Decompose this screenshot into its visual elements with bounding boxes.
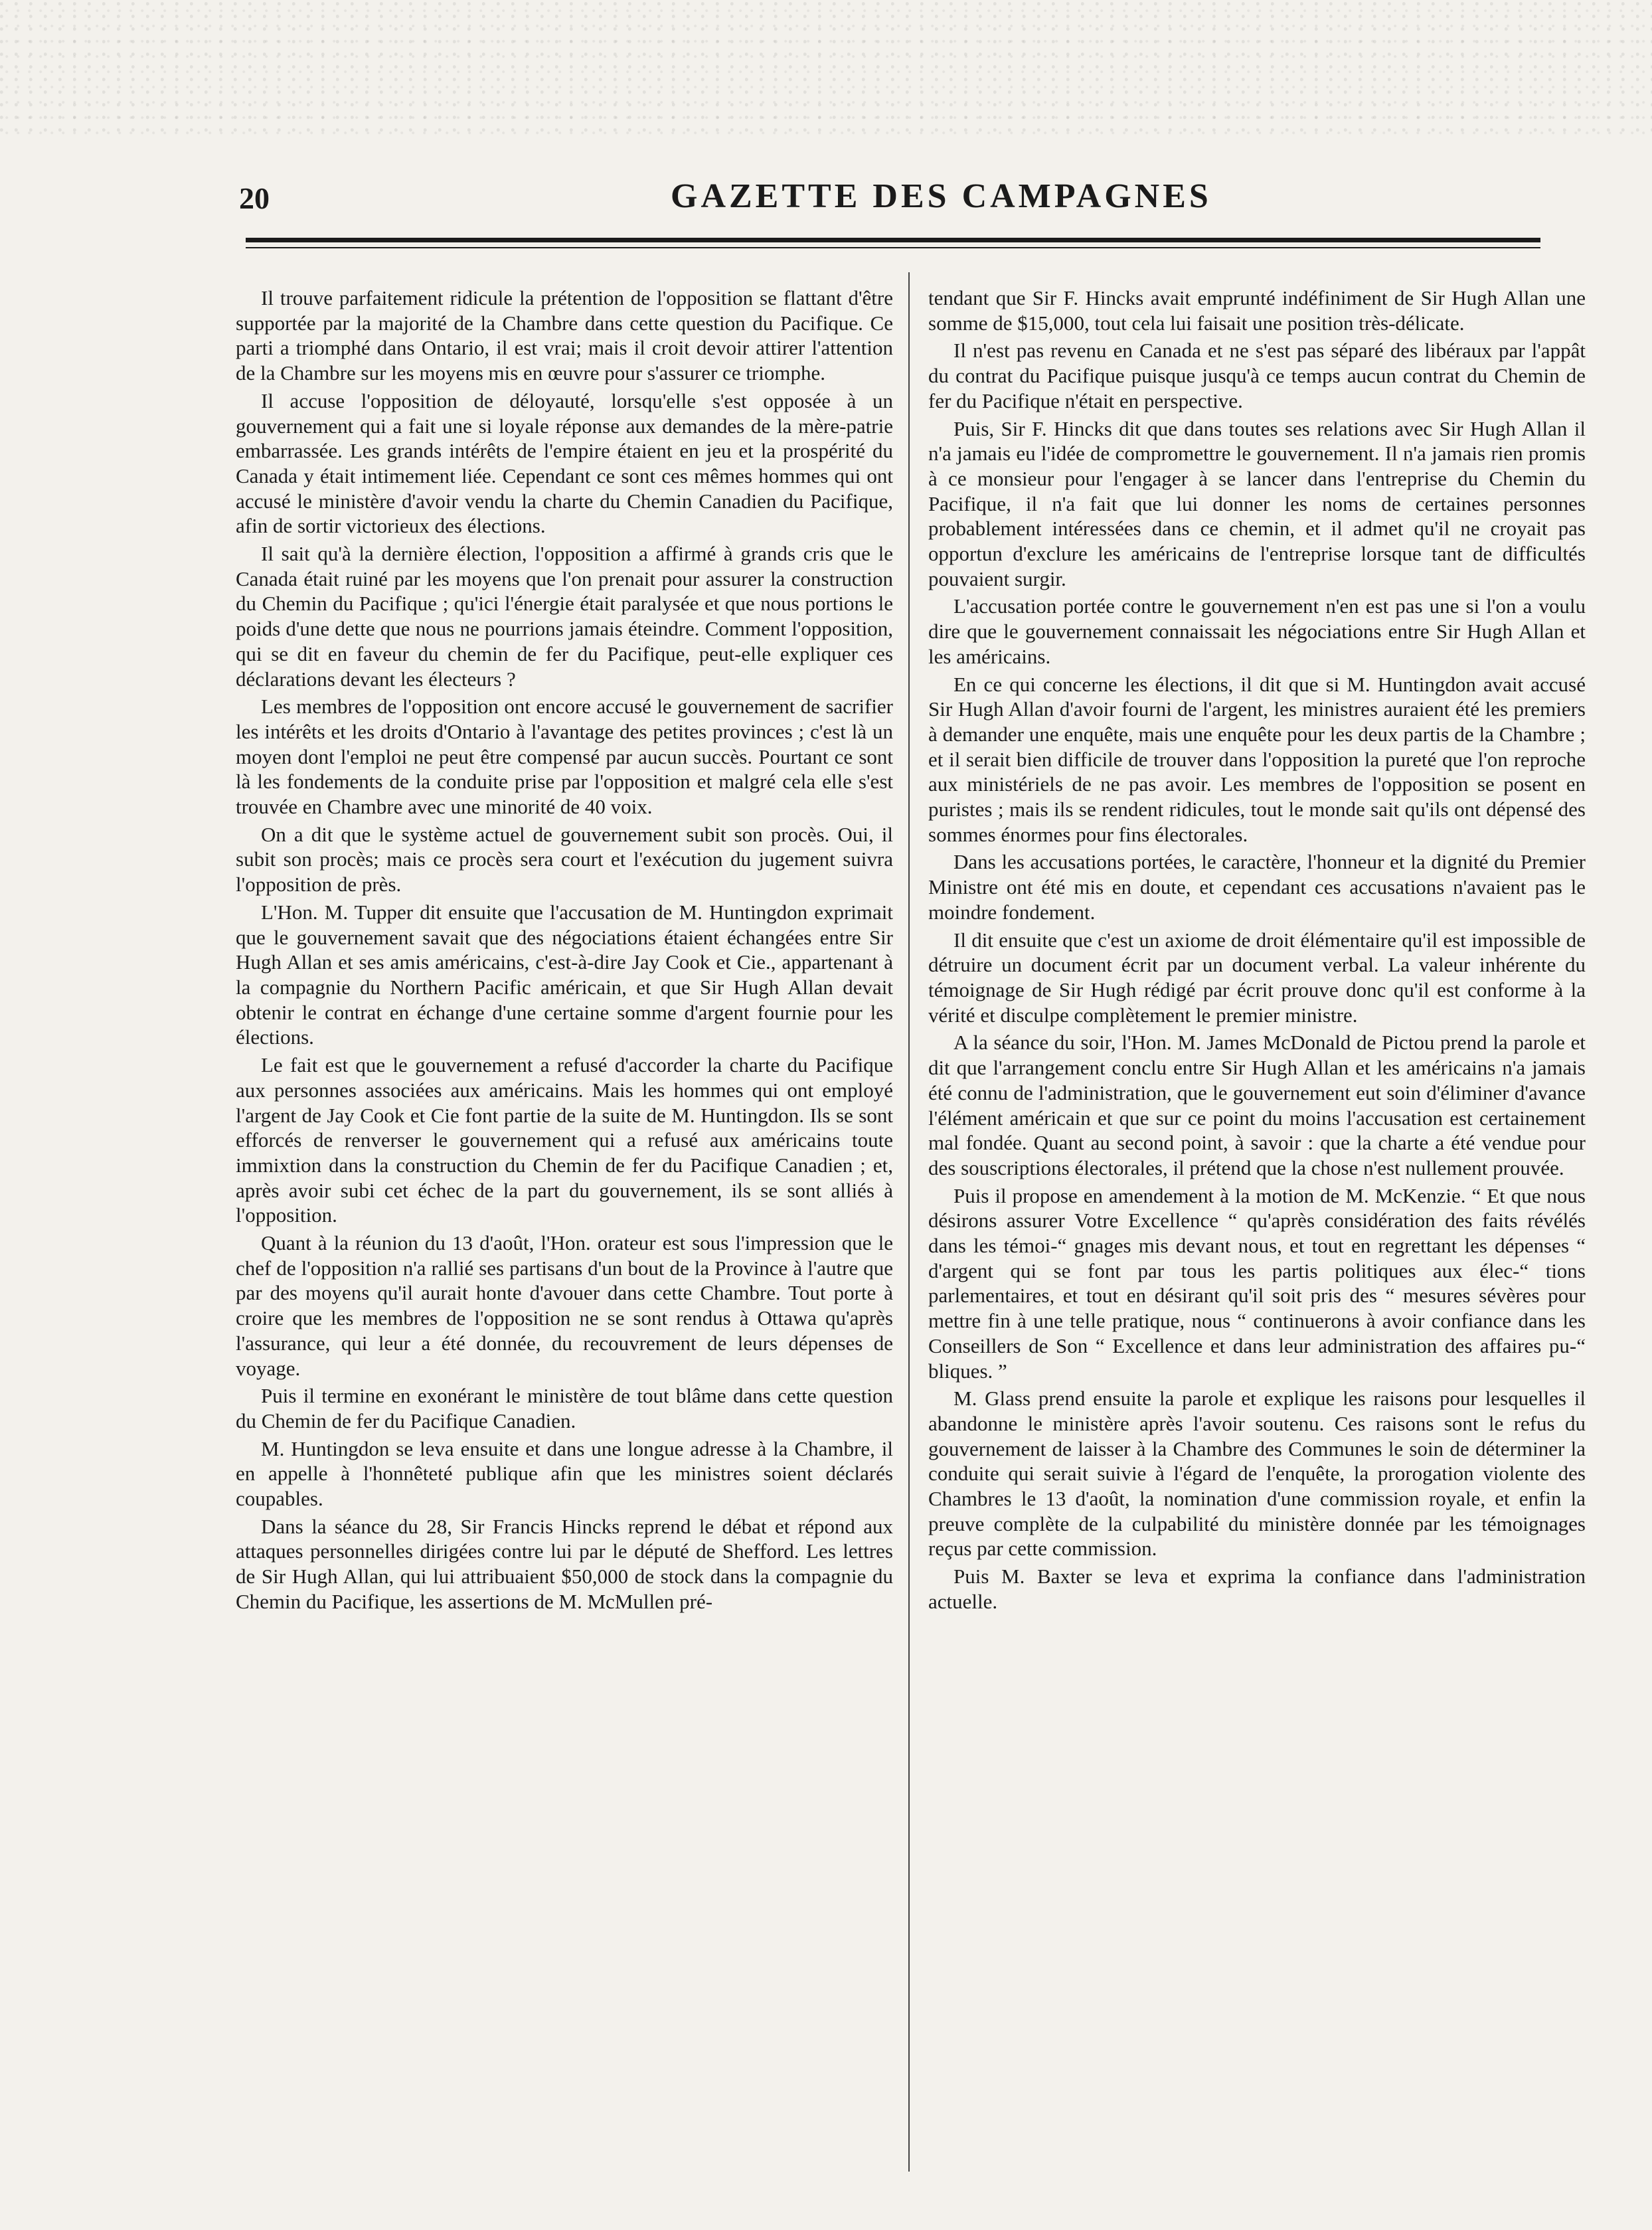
paragraph: Puis M. Baxter se leva et exprima la confiance dans l'administration actuelle. <box>928 1565 1586 1613</box>
paragraph: Il accuse l'opposition de déloyauté, lorsqu'elle s'est opposée à un gouvernement qui a fait une si loyale réponse aux demandes de la mère-patrie embarrassée. Les grands intérêts de l'empire étaient en jeu et la prospérité du Canada y était intimement liée. Cependant ce sont ces mêmes hommes qui ont accusé le ministère d'avoir vendu la charte du Chemin Canadien du Pacifique, afin de sortir victorieux des élections. <box>236 388 893 538</box>
paragraph: M. Glass prend ensuite la parole et explique les raisons pour lesquelles il abandonne le ministère après l'avoir soutenu. Ces raisons sont le refus du gouvernement de laisser à la Chambre des Communes le soin de déterminer la conduite qui serait suivie à l'égard de l'enquête, la prorogation violente des Chambres le 13 d'août, la nomination d'une commission royale, et enfin la preuve complète de la culpabilité du ministère donnée par les témoignages reçus par cette commission. <box>928 1387 1586 1561</box>
paragraph: Dans les accusations portées, le caractère, l'honneur et la dignité du Premier Ministre ont été mis en doute, et cependant ces accusations n'avaient pas le moindre fondement. <box>928 850 1586 924</box>
paragraph: Puis il propose en amendement à la motion de M. McKenzie. “ Et que nous désirons assurer Votre Excellence “ qu'après considération des faits révélés dans les témoi-“ gnages mis devant nous, et tout en regrettant les dépenses “ d'argent qui se font par tous les partis politiques aux élec-“ tions parlementaires, et tout en désirant qu'il soit pris des “ mesures sévères pour mettre fin à une telle pratique, nous “ continuerons à avoir confiance dans les Conseillers de Son “ Excellence et dans leur administration des affaires pu-“ bliques. ” <box>928 1183 1586 1383</box>
paragraph: Puis il termine en exonérant le ministère de tout blâme dans cette question du Chemin de fer du Pacifique Canadien. <box>236 1384 893 1432</box>
page-header <box>239 174 1540 227</box>
paragraph: Dans la séance du 28, Sir Francis Hincks reprend le débat et répond aux attaques personnelles dirigées contre lui par le député de Shefford. Les lettres de Sir Hugh Allan, qui lui attribuaient $50,000 de stock dans la compagnie du Chemin du Pacifique, les assertions de M. McMullen pré- <box>236 1514 893 1613</box>
left-column <box>236 286 893 1617</box>
paragraph: Le fait est que le gouvernement a refusé d'accorder la charte du Pacifique aux personnes associées aux américains. Mais les hommes qui ont employé l'argent de Jay Cook et Cie font partie de la suite de M. Huntingdon. Ils se sont efforcés de renverser le gouvernement qui a refusé aux américains toute immixtion dans la construction du Chemin de fer du Pacifique Canadien ; et, après avoir subi cet échec de la part du gouvernement, ils se sont alliés à l'opposition. <box>236 1053 893 1227</box>
paragraph: L'Hon. M. Tupper dit ensuite que l'accusation de M. Huntingdon exprimait que le gouvernement savait que des négociations étaient échangées entre Sir Hugh Allan et ses amis américains, c'est-à-dire Jay Cook et Cie., appartenant à la compagnie du Northern Pacific américain, et que Sir Hugh Allan devait obtenir le contrat en échange d'une certaine somme d'argent fournie pour les élections. <box>236 900 893 1049</box>
publication-title: GAZETTE DES CAMPAGNES <box>671 177 1212 215</box>
scan-noise-top <box>0 0 1652 139</box>
paragraph: M. Huntingdon se leva ensuite et dans une longue adresse à la Chambre, il en appelle à l'honnêteté publique afin que les ministres soient déclarés coupables. <box>236 1436 893 1511</box>
paragraph: Les membres de l'opposition ont encore accusé le gouvernement de sacrifier les intérêts et les droits d'Ontario à l'avantage des petites provinces ; c'est là un moyen dont l'emploi ne peut être compensé par aucun succès. Pourtant ce sont là les fondements de la conduite prise par l'opposition et malgré cela elle s'est trouvée en Chambre avec une minorité de 40 voix. <box>236 695 893 819</box>
paragraph: L'accusation portée contre le gouvernement n'en est pas une si l'on a voulu dire que le gouvernement connaissait les négociations entre Sir Hugh Allan et les américains. <box>928 594 1586 668</box>
column-divider <box>908 272 910 2172</box>
paragraph: Il dit ensuite que c'est un axiome de droit élémentaire qu'il est impossible de détruire un document écrit par un document verbal. La valeur inhérente du témoignage de Sir Hugh rédigé par écrit prouve donc qu'il est conforme à la vérité et disculpe complètement le premier ministre. <box>928 928 1586 1027</box>
paragraph: A la séance du soir, l'Hon. M. James McDonald de Pictou prend la parole et dit que l'arrangement conclu entre Sir Hugh Allan et les américains n'a jamais été connu de l'administration, que le gouvernement eut soin d'éliminer d'avance l'élément américain et que sur ce point du moins l'accusation est certainement mal fondée. Quant au second point, à savoir : que la charte a été vendue pour des souscriptions électorales, il prétend que la chose n'est nullement prouvée. <box>928 1031 1586 1179</box>
paragraph: tendant que Sir F. Hincks avait emprunté indéfiniment de Sir Hugh Allan une somme de $15,000, tout cela lui faisait une position très-délicate. <box>928 286 1586 335</box>
paragraph: Il n'est pas revenu en Canada et ne s'est pas séparé des libéraux par l'appât du contrat du Pacifique puisque jusqu'à ce temps aucun contrat du Chemin de fer du Pacifique n'était en perspective. <box>928 339 1586 412</box>
header-rule-thick <box>246 238 1540 242</box>
paragraph: Puis, Sir F. Hincks dit que dans toutes ses relations avec Sir Hugh Allan il n'a jamais eu l'idée de compromettre le gouvernement. Il n'a jamais rien promis à ce monsieur pour l'engager à se lancer dans l'entreprise du Chemin du Pacifique, il n'a fait que lui donner les noms de certaines personnes probablement intéressées dans ce chemin, et il admet qu'il ne croyait pas opportun d'exclure les américains de l'entreprise lorsque tant de difficultés pouvaient surgir. <box>928 416 1586 590</box>
header-rule-thin <box>246 247 1540 248</box>
paragraph: Il sait qu'à la dernière élection, l'opposition a affirmé à grands cris que le Canada était ruiné par les moyens que l'on prenait pour assurer la construction du Chemin du Pacifique ; qu'ici l'énergie était paralysée et que nous portions le poids d'une dette que nous ne pourrions jamais éteindre. Comment l'opposition, qui se dit en faveur du chemin de fer du Pacifique, peut-elle expliquer ces déclarations devant les électeurs ? <box>236 542 893 691</box>
paragraph: En ce qui concerne les élections, il dit que si M. Huntingdon avait accusé Sir Hugh Allan d'avoir fourni de l'argent, les ministres auraient été les premiers à demander une enquête, mais une enquête pour les deux partis de la Chambre ; et il serait bien difficile de trouver dans l'opposition la pureté que l'on reproche aux ministériels de ne pas avoir. Les membres de l'opposition se posent en puristes ; mais ils se rendent ridicules, tout le monde sait qu'ils ont dépensé des sommes énormes pour fins électorales. <box>928 672 1586 846</box>
paragraph: On a dit que le système actuel de gouvernement subit son procès. Oui, il subit son procès; mais ce procès sera court et l'exécution du jugement suivra l'opposition de près. <box>236 822 893 897</box>
paragraph: Il trouve parfaitement ridicule la prétention de l'opposition se flattant d'être supportée par la majorité de la Chambre dans cette question du Pacifique. Ce parti a triomphé dans Ontario, il est vrai; mais il croit devoir attirer l'attention de la Chambre sur les moyens mis en œuvre pour s'assurer ce triomphe. <box>236 286 893 385</box>
right-column <box>928 286 1586 1617</box>
paragraph: Quant à la réunion du 13 d'août, l'Hon. orateur est sous l'impression que le chef de l'opposition n'a rallié ses partisans d'un bout de la Province à l'autre que par des moyens qu'il aurait honte d'avouer dans cette Chambre. Tout porte à croire que les membres de l'opposition ne se sont rendus à Ottawa qu'après l'assurance, qui leur a été donnée, du recouvrement de leurs dépenses de voyage. <box>236 1231 893 1380</box>
page-number: 20 <box>239 181 270 215</box>
